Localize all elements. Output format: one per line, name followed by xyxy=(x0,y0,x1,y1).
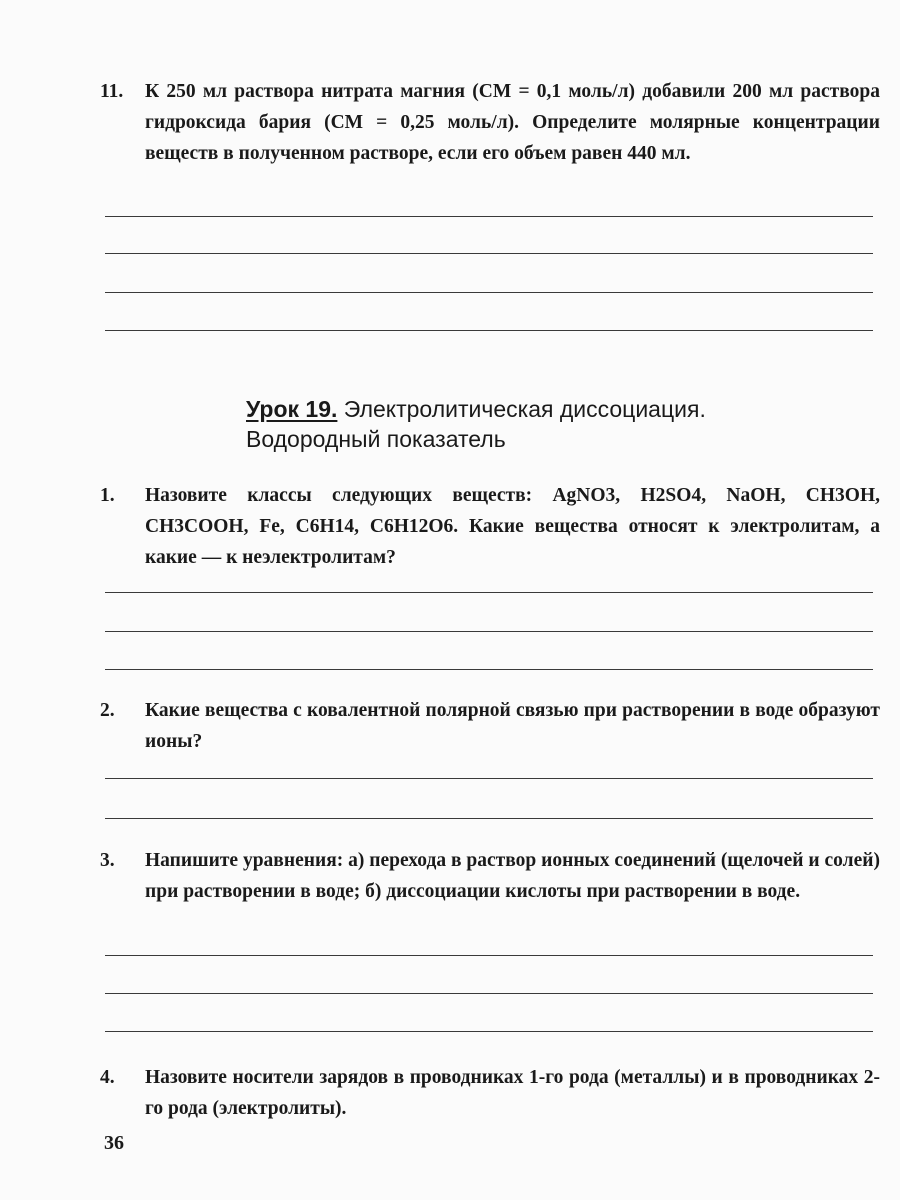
answer-line xyxy=(105,631,873,632)
answer-line xyxy=(105,778,873,779)
task-2 xyxy=(100,695,880,757)
answer-line xyxy=(105,993,873,994)
lesson-title-line1: Электролитическая диссоциация. xyxy=(343,396,706,422)
answer-line xyxy=(105,292,873,293)
task-3 xyxy=(100,845,880,907)
task-text: К 250 мл раствора нитрата магния (CM = 0,1 моль/л) добавили 200 мл раствора гидроксида бария (CM = 0,25 моль/л). Определите молярные концентрации веществ в полученном растворе, если его объем равен 440 мл. xyxy=(145,81,880,164)
task-number: 11. xyxy=(100,81,124,102)
lesson-title-line2: Водородный показатель xyxy=(246,426,506,452)
lesson-heading xyxy=(246,394,706,454)
task-1 xyxy=(100,480,880,573)
task-number: 3. xyxy=(100,850,115,871)
answer-line xyxy=(105,216,873,217)
answer-line xyxy=(105,1031,873,1032)
answer-line xyxy=(105,669,873,670)
answer-line xyxy=(105,592,873,593)
lesson-label: Урок 19. xyxy=(246,396,338,422)
task-text: Назовите носители зарядов в проводниках 1-го рода (металлы) и в проводниках 2-го рода (электролиты). xyxy=(145,1067,880,1119)
task-text: Назовите классы следующих веществ: AgNO3, H2SO4, NaOH, CH3OH, CH3COOH, Fe, C6H14, C6H12O6. Какие вещества относят к электролитам, а какие — к неэлектролитам? xyxy=(145,485,880,568)
task-11 xyxy=(100,76,880,169)
task-4 xyxy=(100,1062,880,1124)
task-number: 1. xyxy=(100,485,115,506)
answer-line xyxy=(105,818,873,819)
task-number: 4. xyxy=(100,1067,115,1088)
task-number: 2. xyxy=(100,700,115,721)
answer-line xyxy=(105,955,873,956)
page-number: 36 xyxy=(104,1132,124,1154)
answer-line xyxy=(105,253,873,254)
answer-line xyxy=(105,330,873,331)
task-text: Какие вещества с ковалентной полярной связью при растворении в воде образуют ионы? xyxy=(145,700,880,752)
task-text: Напишите уравнения: а) перехода в раствор ионных соединений (щелочей и солей) при растворении в воде; б) диссоциации кислоты при растворении в воде. xyxy=(145,850,880,902)
